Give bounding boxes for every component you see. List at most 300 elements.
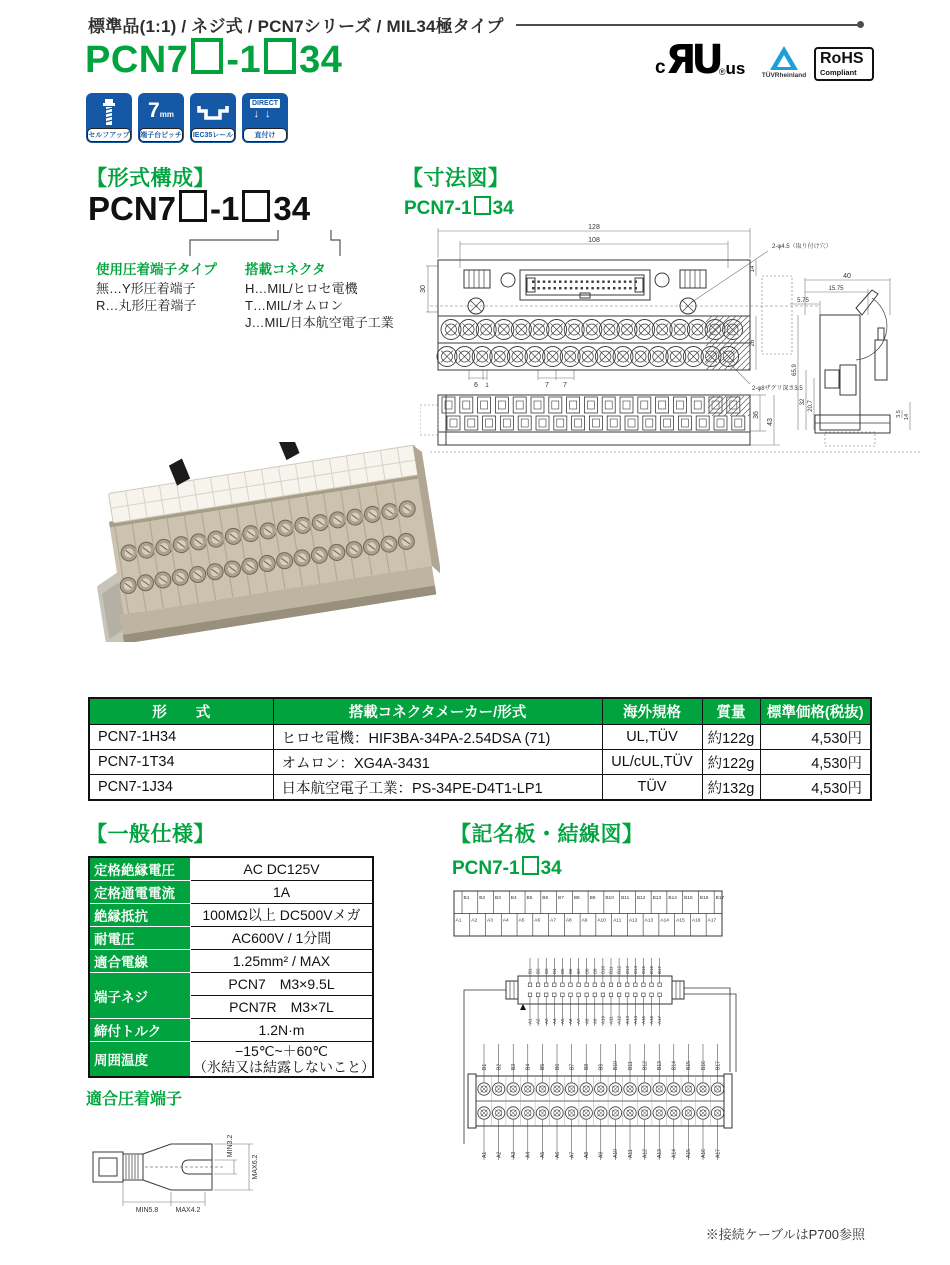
badge-selfup-label: セルフアップ [87, 128, 131, 142]
connector-pin [609, 983, 613, 987]
connector-pin-label-a: A13 [624, 1015, 630, 1024]
block-label-b: B13 [657, 1061, 663, 1070]
front-terminal-screw [463, 401, 470, 409]
plate-b-label: B7 [558, 896, 564, 901]
format-model-p2: -1 [210, 190, 240, 227]
block-label-a: A11 [627, 1149, 634, 1158]
connector-pin-dot [586, 287, 588, 289]
front-terminal-cap [567, 397, 580, 413]
svg-text:36: 36 [753, 411, 760, 419]
connector-pin [569, 993, 573, 997]
format-group-connector-item: J…MIL/日本航空電子工業 [245, 315, 394, 330]
products-col-header: 搭載コネクタメーカー/形式 [273, 698, 602, 725]
front-terminal-screw2 [717, 419, 724, 427]
rail-icon [196, 101, 230, 127]
plate-a-label: A6 [534, 918, 541, 924]
front-terminal-cap [673, 397, 686, 413]
connector-pin-dot [602, 281, 604, 283]
connector-pin [634, 993, 638, 997]
block-label-b: B10 [613, 1061, 620, 1070]
front-terminal-screw2 [610, 419, 617, 427]
front-terminal-cap [638, 397, 651, 413]
cell-price: 4,530円 [760, 775, 871, 801]
connector-pin-dot [635, 281, 637, 283]
connector-pin-dot [602, 287, 604, 289]
svg-text:7: 7 [545, 382, 549, 389]
format-group-connector-item: H…MIL/ヒロセ電機 [245, 281, 358, 296]
ribbon-wire [684, 988, 730, 1072]
svg-text:MIN3.2: MIN3.2 [227, 1134, 234, 1158]
connector-pin [593, 993, 597, 997]
spec-label: 耐電圧 [89, 927, 191, 950]
spec-row [89, 857, 373, 881]
spec-label: 周囲温度 [89, 1042, 191, 1078]
front-terminal-cap2 [483, 416, 496, 430]
plate-b-label: B2 [479, 896, 486, 901]
block-label-b: B12 [642, 1061, 649, 1070]
block-label-a: A10 [613, 1149, 620, 1158]
front-terminal-screw2 [592, 419, 599, 427]
front-terminal-cap2 [536, 416, 549, 430]
connector-pin-label-a: A11 [608, 1016, 614, 1024]
front-terminal-cap2 [589, 416, 602, 430]
connector-pin-label-b: B16 [649, 965, 655, 974]
front-terminal-screw2 [539, 419, 546, 427]
cell-standard: TÜV [602, 775, 702, 801]
dimensions-model-p2: 34 [492, 198, 514, 219]
connector-pin-dot [597, 281, 599, 283]
connector-pin-dot [581, 287, 583, 289]
wiring-connector-latch [506, 981, 518, 999]
connector-pin-label-a: A10 [600, 1015, 606, 1024]
block-label-b: B5 [540, 1063, 547, 1070]
connector-pin-dot [597, 287, 599, 289]
connector-pin-dot [532, 281, 534, 283]
front-terminal-screw [641, 401, 648, 409]
format-group-terminal-item: 無…Y形圧着端子 [96, 281, 196, 296]
connector-pin-dot [635, 287, 637, 289]
plate-a-label: A12 [628, 918, 638, 924]
page-title [85, 38, 342, 82]
products-col-header: 標準価格(税抜) [760, 698, 871, 725]
front-terminal-screw [712, 401, 719, 409]
front-terminal-cap [531, 397, 544, 413]
block-label-a: A4 [525, 1151, 532, 1158]
connector-pin-dot [624, 281, 626, 283]
dimensions-model-p1: PCN7-1 [404, 198, 472, 219]
svg-text:MAX6.2: MAX6.2 [252, 1154, 259, 1180]
connector-pin [601, 993, 605, 997]
connector-pin [569, 983, 573, 987]
plate-a-label: A2 [471, 918, 478, 924]
front-terminal-cap2 [732, 416, 745, 430]
connector-pin-label-a: A15 [641, 1015, 646, 1024]
front-terminal-screw [587, 401, 594, 409]
connector-pin-dot [575, 287, 577, 289]
dimensions-model-box [474, 196, 491, 215]
connector-pin-label-b: B4 [551, 968, 557, 974]
svg-text:32: 32 [800, 398, 806, 406]
connector-pin-dot [570, 281, 572, 283]
block-label-a: A9 [598, 1151, 605, 1158]
connector-pin-label-b: B1 [527, 968, 533, 974]
front-terminal-cap2 [661, 416, 674, 430]
cell-model: PCN7-1T34 [89, 750, 273, 775]
plate-a-label: A11 [613, 918, 622, 924]
block-label-a: A6 [554, 1151, 561, 1158]
dimension-drawing [420, 220, 940, 460]
block-label-b: B3 [511, 1063, 517, 1070]
cell-connector: オムロン：XG4A-3431 [273, 750, 602, 775]
cell-model: PCN7-1H34 [89, 725, 273, 750]
hatch-line [736, 402, 750, 416]
connector-pin [577, 993, 581, 997]
section-plate-heading: 【記名板・結線図】 [450, 823, 644, 846]
tuv-triangle-inner [777, 55, 791, 67]
connector-pin [528, 993, 532, 997]
block-label-b: B17 [715, 1061, 722, 1070]
breadcrumb-text: 標準品(1:1) / ネジ式 / PCN7シリーズ / MIL34極タイプ [88, 17, 504, 36]
front-terminal-cap2 [714, 416, 727, 430]
format-connector-lines [88, 230, 448, 258]
plate-a-label: A4 [502, 918, 509, 924]
ul-c-label: c [655, 56, 666, 78]
plate-b-label: B15 [684, 896, 693, 901]
connector-pin-label-a: A7 [576, 1018, 582, 1024]
specs-table [88, 856, 374, 1078]
front-terminal-cap [620, 397, 633, 413]
ul-reg-mark: ® [718, 66, 726, 77]
tuv-logo [757, 46, 811, 79]
connector-pin-label-a: A16 [649, 1015, 655, 1024]
plate-b-label: B14 [668, 896, 677, 901]
breadcrumb-rule [516, 24, 858, 26]
cell-weight: 約132g [702, 775, 760, 801]
front-terminal-screw [534, 401, 541, 409]
connector-pin [593, 983, 597, 987]
connector-pin-label-a: A9 [592, 1018, 598, 1024]
front-terminal-cap2 [643, 416, 656, 430]
block-label-b: B8 [584, 1063, 590, 1070]
front-terminal-cap2 [625, 416, 638, 430]
spec-value: PCN7R M3×7L [191, 996, 374, 1019]
block-label-a: A17 [715, 1149, 722, 1158]
connector-pin-dot [613, 287, 615, 289]
cell-connector: ヒロセ電機：HIF3BA-34PA-2.54DSA (71) [273, 725, 602, 750]
connector-pin [544, 983, 548, 987]
connector-pin-dot [618, 281, 620, 283]
plate-a-label: A3 [487, 918, 493, 924]
connector-pin-label-a: A5 [560, 1018, 565, 1024]
spec-label: 絶縁抵抗 [89, 904, 191, 927]
front-terminal-screw [623, 401, 630, 409]
svg-text:26: 26 [750, 339, 756, 347]
product-photo [90, 442, 440, 642]
badge-rail [190, 93, 236, 143]
connector-pin-dot [537, 287, 539, 289]
connector-pin [561, 983, 565, 987]
hatch-line [712, 332, 750, 370]
hatch-line [708, 396, 720, 408]
svg-text:7: 7 [563, 382, 567, 389]
spec-row [89, 881, 373, 904]
spec-value: AC DC125V [191, 857, 374, 881]
front-terminal-cap [691, 397, 704, 413]
front-terminal-screw2 [486, 419, 493, 427]
connector-pin-label-a: A8 [584, 1018, 590, 1024]
connector-pin-dot [564, 281, 566, 283]
front-terminal-screw [481, 401, 488, 409]
spec-value: AC600V / 1分間 [191, 927, 374, 950]
spec-label: 締付トルク [89, 1019, 191, 1042]
front-terminal-screw [516, 401, 523, 409]
front-terminal-screw2 [468, 419, 475, 427]
svg-text:6: 6 [474, 382, 478, 389]
block-label-b: B6 [554, 1063, 561, 1070]
products-table [88, 697, 872, 801]
title-part3: 34 [299, 39, 343, 81]
front-terminal-screw2 [628, 419, 635, 427]
connector-pin-dot [591, 281, 593, 283]
connector-pin [625, 993, 629, 997]
cell-weight: 約122g [702, 725, 760, 750]
plate-model-p1: PCN7-1 [452, 858, 520, 879]
block-label-b: B4 [525, 1063, 532, 1070]
front-terminal-cap2 [607, 416, 620, 430]
format-group-terminal-title: 使用圧着端子タイプ [96, 262, 217, 277]
block-label-a: A14 [671, 1149, 678, 1158]
front-terminal-screw2 [521, 419, 528, 427]
plate-a-label: A10 [597, 918, 606, 924]
badge-direct [242, 93, 288, 143]
block-label-a: A8 [584, 1151, 590, 1158]
breadcrumb-dot [857, 21, 864, 28]
connector-pin-dot [543, 287, 545, 289]
section-dimensions-heading: 【寸法図】 [402, 167, 510, 190]
hatch-line [706, 316, 748, 358]
plate-a-label: A7 [550, 918, 556, 924]
connector-pin-label-b: B14 [632, 965, 638, 974]
dim-top-view [426, 228, 820, 384]
wiring-diagram [450, 948, 750, 1168]
block-label-a: A12 [642, 1149, 649, 1158]
connector-pin-label-b: B13 [624, 965, 630, 974]
front-terminal-screw2 [699, 419, 706, 427]
feature-badges [86, 93, 288, 143]
connector-pin [561, 993, 565, 997]
block-label-b: B2 [496, 1063, 503, 1070]
svg-text:15.75: 15.75 [828, 286, 844, 292]
section-format-heading: 【形式構成】 [86, 167, 215, 190]
cell-standard: UL/cUL,TÜV [602, 750, 702, 775]
connector-pin-label-b: B11 [608, 966, 614, 974]
spec-row [89, 904, 373, 927]
connector-pin-dot [608, 287, 610, 289]
badge-direct-label: 直付け [243, 128, 287, 142]
connector-pin-dot [581, 281, 583, 283]
title-part2: -1 [226, 39, 262, 81]
format-model-p1: PCN7 [88, 190, 177, 227]
connector-pin [617, 993, 621, 997]
front-terminal-cap2 [518, 416, 531, 430]
plate-a-label: A17 [707, 918, 717, 924]
plate-b-label: B6 [542, 896, 549, 901]
spec-label: 定格絶縁電圧 [89, 857, 191, 881]
svg-text:14: 14 [904, 413, 910, 421]
svg-text:2-φ8ザグリ深さ3.5: 2-φ8ザグリ深さ3.5 [752, 386, 803, 392]
connector-pin-label-b: B2 [535, 968, 541, 974]
front-terminal-cap2 [678, 416, 691, 430]
plate-a-label: A9 [581, 918, 588, 924]
connector-pin [536, 983, 540, 987]
block-label-a: A2 [496, 1151, 503, 1158]
plate-b-label: B12 [636, 896, 646, 901]
svg-text:30: 30 [420, 285, 427, 293]
connector-pin-label-b: B10 [600, 965, 606, 974]
cell-model: PCN7-1J34 [89, 775, 273, 801]
spec-value: 1.25mm² / MAX [191, 950, 374, 973]
front-terminal-screw [730, 401, 737, 409]
connector-pin-dot [608, 281, 610, 283]
block-label-b: B16 [700, 1061, 707, 1070]
connector-pin-dot [564, 287, 566, 289]
ul-us-label: us [725, 58, 746, 78]
connector-pin-label-b: B17 [657, 965, 663, 974]
plate-b-label: B8 [573, 896, 580, 901]
svg-text:1: 1 [485, 383, 489, 389]
spec-row [89, 927, 373, 950]
spec-row [89, 1042, 373, 1078]
connector-pin [650, 993, 654, 997]
connector-pin-label-b: B9 [592, 968, 598, 974]
plate-b-label: B17 [715, 896, 725, 901]
connector-pin [658, 983, 662, 987]
nameplate-diagram [452, 886, 730, 944]
plate-model-box [522, 856, 539, 875]
block-label-b: B15 [686, 1061, 693, 1070]
spec-value: 1.2N·m [191, 1019, 374, 1042]
connector-pin-label-b: B12 [616, 965, 622, 974]
front-terminal-cap [602, 397, 615, 413]
connector-pin [553, 983, 557, 987]
badge-selfup [86, 93, 132, 143]
connector-pin [577, 983, 581, 987]
connector-pin [658, 993, 662, 997]
connector-pin [650, 983, 654, 987]
block-label-b: B11 [627, 1061, 634, 1070]
products-row [89, 750, 871, 775]
svg-text:14: 14 [750, 265, 756, 273]
block-label-b: B9 [598, 1063, 605, 1070]
front-terminal-screw [605, 401, 612, 409]
connector-pin-label-a: A17 [657, 1015, 663, 1024]
connector-pin-dot [537, 281, 539, 283]
connector-pin-label-b: B8 [584, 968, 590, 974]
connector-pin [642, 993, 646, 997]
connector-pin-dot [613, 281, 615, 283]
connector-pin-label-a: A2 [535, 1018, 541, 1024]
products-col-header: 形 式 [89, 698, 273, 725]
plate-b-label: B1 [463, 896, 470, 901]
front-terminal-screw [552, 401, 559, 409]
pin1-marker [520, 1004, 526, 1010]
products-col-header: 海外規格 [602, 698, 702, 725]
block-label-a: A15 [686, 1149, 693, 1158]
spec-label: 適合電線 [89, 950, 191, 973]
svg-text:2-φ4.5（取り付け穴）: 2-φ4.5（取り付け穴） [772, 244, 832, 250]
format-model [88, 190, 310, 228]
plate-a-label: A13 [644, 918, 654, 924]
cell-price: 4,530円 [760, 750, 871, 775]
connector-pin-dot [629, 287, 631, 289]
format-group-connector [245, 258, 435, 331]
connector-pin-dot [554, 287, 556, 289]
svg-text:128: 128 [588, 224, 600, 231]
dimensions-model [404, 196, 514, 220]
rohs-badge [814, 47, 874, 81]
plate-model [452, 856, 562, 880]
front-terminal-cap2 [696, 416, 709, 430]
products-row [89, 725, 871, 750]
connector-pin [625, 983, 629, 987]
connector-pin-dot [575, 281, 577, 283]
svg-text:3.5: 3.5 [896, 410, 902, 418]
svg-text:5.75: 5.75 [797, 298, 809, 304]
front-terminal-cap2 [465, 416, 478, 430]
screw-icon [99, 98, 119, 130]
plate-model-p2: 34 [540, 858, 562, 879]
front-terminal-cap [442, 397, 455, 413]
front-terminal-cap [549, 397, 562, 413]
front-terminal-cap [656, 397, 669, 413]
front-terminal-screw2 [735, 419, 742, 427]
connector-pin [528, 983, 532, 987]
wiring-block-endcap [468, 1074, 476, 1128]
front-terminal-screw2 [557, 419, 564, 427]
front-terminal-screw2 [664, 419, 671, 427]
front-terminal-screw2 [450, 419, 457, 427]
front-terminal-cap2 [572, 416, 585, 430]
photo-block [90, 442, 440, 642]
front-terminal-cap [584, 397, 597, 413]
connector-pin [609, 993, 613, 997]
connector-pin-label-a: A1 [527, 1018, 533, 1024]
connector-pin-dot [629, 281, 631, 283]
plate-b-label: B16 [699, 896, 709, 901]
pitch-icon: 7mm [148, 99, 174, 122]
front-terminal-screw [498, 401, 505, 409]
spec-row [89, 973, 373, 996]
connector-pin [553, 993, 557, 997]
front-terminal-screw [676, 401, 683, 409]
products-row [89, 775, 871, 801]
connector-pin-dot [532, 287, 534, 289]
connector-pin-dot [618, 287, 620, 289]
format-group-connector-title: 搭載コネクタ [245, 262, 326, 277]
plate-b-label: B3 [495, 896, 501, 901]
front-terminal-screw [570, 401, 577, 409]
svg-text:40: 40 [843, 273, 851, 280]
front-terminal-cap [460, 397, 473, 413]
plate-b-label: B4 [510, 896, 517, 901]
format-model-p3: 34 [273, 190, 311, 227]
dim-front-view [420, 395, 920, 452]
connector-pin-label-b: B5 [560, 968, 565, 974]
spec-row [89, 1019, 373, 1042]
plate-b-label: B11 [621, 896, 630, 901]
connector-pin-dot [586, 281, 588, 283]
front-terminal-screw2 [575, 419, 582, 427]
